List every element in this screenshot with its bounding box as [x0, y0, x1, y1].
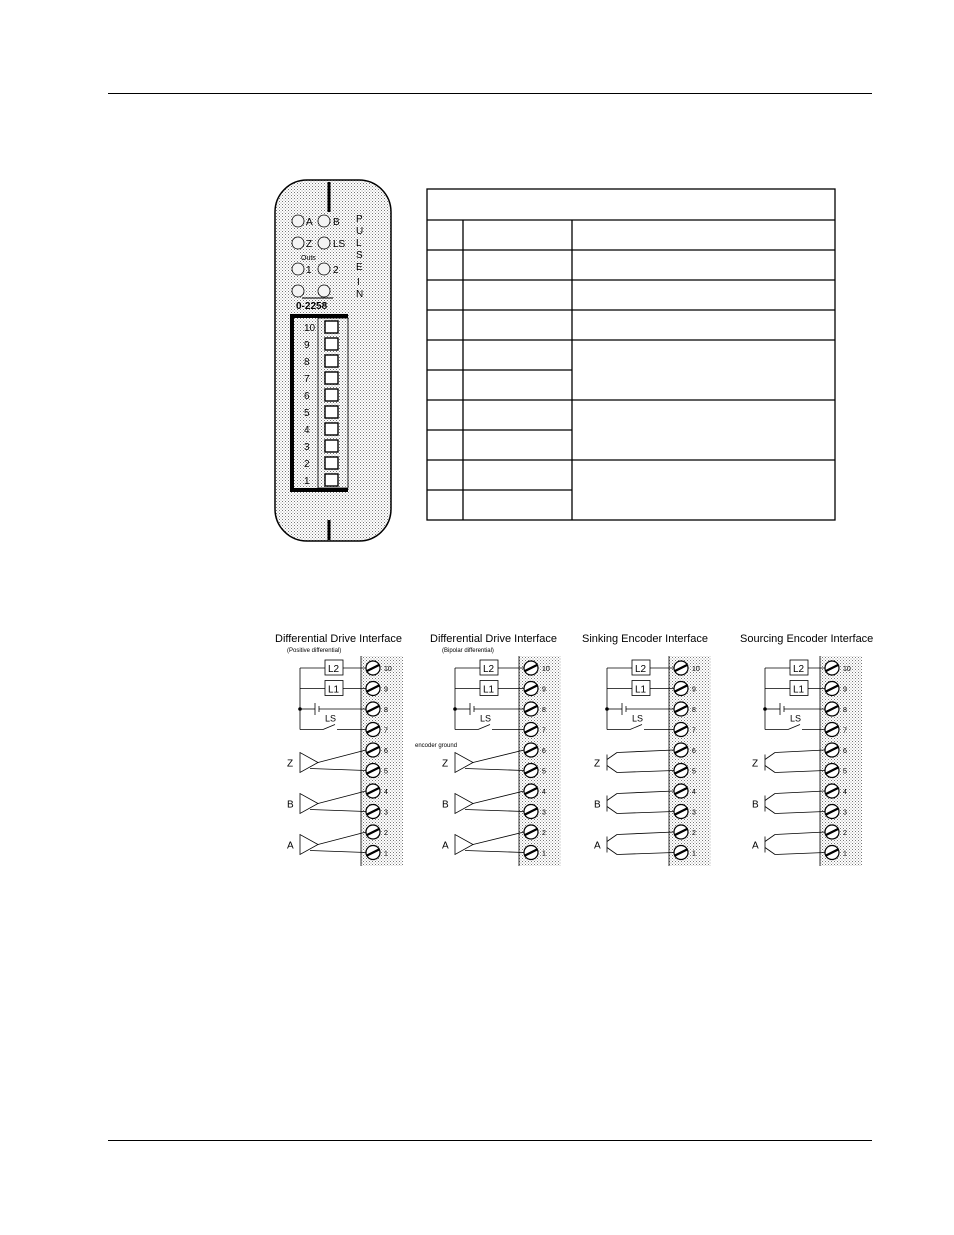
channel-label: A: [287, 840, 294, 852]
limit-box-label: L1: [793, 684, 805, 696]
terminal-number: 5: [692, 768, 696, 776]
limit-box-label: L2: [793, 664, 805, 675]
terminal-number: 3: [692, 809, 696, 817]
limit-box-label: L2: [483, 664, 495, 675]
led-label-ls: LS: [333, 239, 346, 250]
terminal-number: 7: [692, 727, 696, 735]
terminal-number: 9: [542, 686, 546, 694]
terminal-number: 9: [692, 686, 696, 694]
terminal-number: 4: [843, 789, 847, 796]
led-label-a: A: [306, 217, 313, 228]
diagram-title: Sourcing Encoder Interface: [740, 633, 874, 645]
terminal-number: 7: [384, 727, 388, 735]
terminal-number: 6: [692, 748, 696, 755]
outs-label: Outs: [301, 255, 316, 262]
limit-box-label: L1: [635, 684, 647, 696]
terminal-number: 8: [542, 707, 546, 714]
channel-label: Z: [287, 758, 294, 770]
limit-box-label: L2: [635, 664, 647, 675]
terminal-number: 6: [384, 748, 388, 755]
terminal-number: 10: [843, 666, 851, 673]
diagram-subtitle: (Positive differential): [287, 648, 342, 654]
module-terminal-number: 10: [304, 323, 316, 334]
svg-text:N: N: [356, 289, 364, 300]
ls-switch-label: LS: [790, 713, 802, 724]
led-label-out1: 1: [306, 265, 312, 276]
terminal-number: 8: [692, 707, 696, 714]
channel-label: B: [752, 799, 759, 811]
module-front-panel: [275, 180, 391, 541]
channel-label: B: [594, 799, 601, 811]
terminal-number: 2: [384, 830, 388, 837]
ls-switch-label: LS: [480, 713, 492, 724]
channel-label: B: [442, 799, 449, 811]
wiring-diagram-2: [415, 633, 561, 866]
terminal-number: 5: [384, 768, 388, 776]
limit-box-label: L2: [328, 664, 340, 675]
diagram-title: Differential Drive Interface: [430, 633, 557, 645]
diagram-subtitle: (Bipolar differential): [442, 648, 494, 654]
svg-text:U: U: [356, 226, 364, 237]
module-terminal-number: 2: [304, 459, 310, 470]
terminal-number: 9: [843, 686, 847, 694]
module-terminal-number: 1: [304, 476, 310, 487]
part-number: 0-2258: [296, 301, 328, 312]
terminal-number: 4: [384, 789, 388, 796]
terminal-number: 4: [692, 789, 696, 796]
limit-box-label: L1: [328, 684, 340, 696]
svg-text:P: P: [356, 214, 363, 225]
terminal-number: 6: [843, 748, 847, 755]
encoder-ground-label: encoder ground: [415, 743, 458, 749]
terminal-number: 4: [542, 789, 546, 796]
module-terminal-number: 9: [304, 340, 310, 351]
svg-text:S: S: [356, 250, 363, 261]
terminal-number: 10: [384, 666, 392, 673]
wiring-diagram-1: [275, 633, 403, 866]
terminal-number: 5: [542, 768, 546, 776]
module-terminal-number: 5: [304, 408, 310, 419]
terminal-number: 6: [542, 748, 546, 755]
terminal-number: 8: [843, 707, 847, 714]
channel-label: Z: [442, 758, 449, 770]
ls-switch-label: LS: [632, 713, 644, 724]
terminal-number: 2: [542, 830, 546, 837]
terminal-number: 10: [692, 666, 700, 673]
wiring-diagram-3: [582, 633, 711, 866]
channel-label: Z: [752, 758, 759, 770]
wiring-diagrams: [275, 633, 873, 866]
terminal-number: 1: [843, 850, 847, 858]
module-terminal-number: 8: [304, 357, 310, 368]
channel-label: A: [442, 840, 449, 852]
led-label-b: B: [333, 217, 340, 228]
svg-text:L: L: [356, 238, 362, 249]
module-terminal-number: 4: [304, 425, 310, 436]
module-terminal-number: 6: [304, 391, 310, 402]
diagram-title: Sinking Encoder Interface: [582, 633, 708, 645]
wiring-diagram-4: [740, 633, 873, 866]
terminal-number: 5: [843, 768, 847, 776]
terminal-number: 9: [384, 686, 388, 694]
terminal-number: 1: [692, 850, 696, 858]
channel-label: Z: [594, 758, 601, 770]
terminal-number: 3: [384, 809, 388, 817]
terminal-number: 1: [542, 850, 546, 858]
terminal-number: 10: [542, 666, 550, 673]
channel-label: A: [752, 840, 759, 852]
terminal-number: 7: [542, 727, 546, 735]
diagram-title: Differential Drive Interface: [275, 633, 402, 645]
led-label-z: Z: [306, 239, 313, 250]
channel-label: A: [594, 840, 601, 852]
terminal-number: 3: [843, 809, 847, 817]
svg-text:I: I: [357, 277, 360, 288]
terminal-number: 3: [542, 809, 546, 817]
terminal-number: 7: [843, 727, 847, 735]
svg-text:E: E: [356, 262, 363, 273]
terminal-number: 2: [843, 830, 847, 837]
channel-label: B: [287, 799, 294, 811]
module-terminal-number: 3: [304, 442, 310, 453]
module-terminal-number: 7: [304, 374, 310, 385]
led-label-out2: 2: [333, 265, 339, 276]
pinout-table: [427, 189, 835, 520]
terminal-number: 1: [384, 850, 388, 858]
limit-box-label: L1: [483, 684, 495, 696]
ls-switch-label: LS: [325, 713, 337, 724]
terminal-number: 2: [692, 830, 696, 837]
terminal-number: 8: [384, 707, 388, 714]
